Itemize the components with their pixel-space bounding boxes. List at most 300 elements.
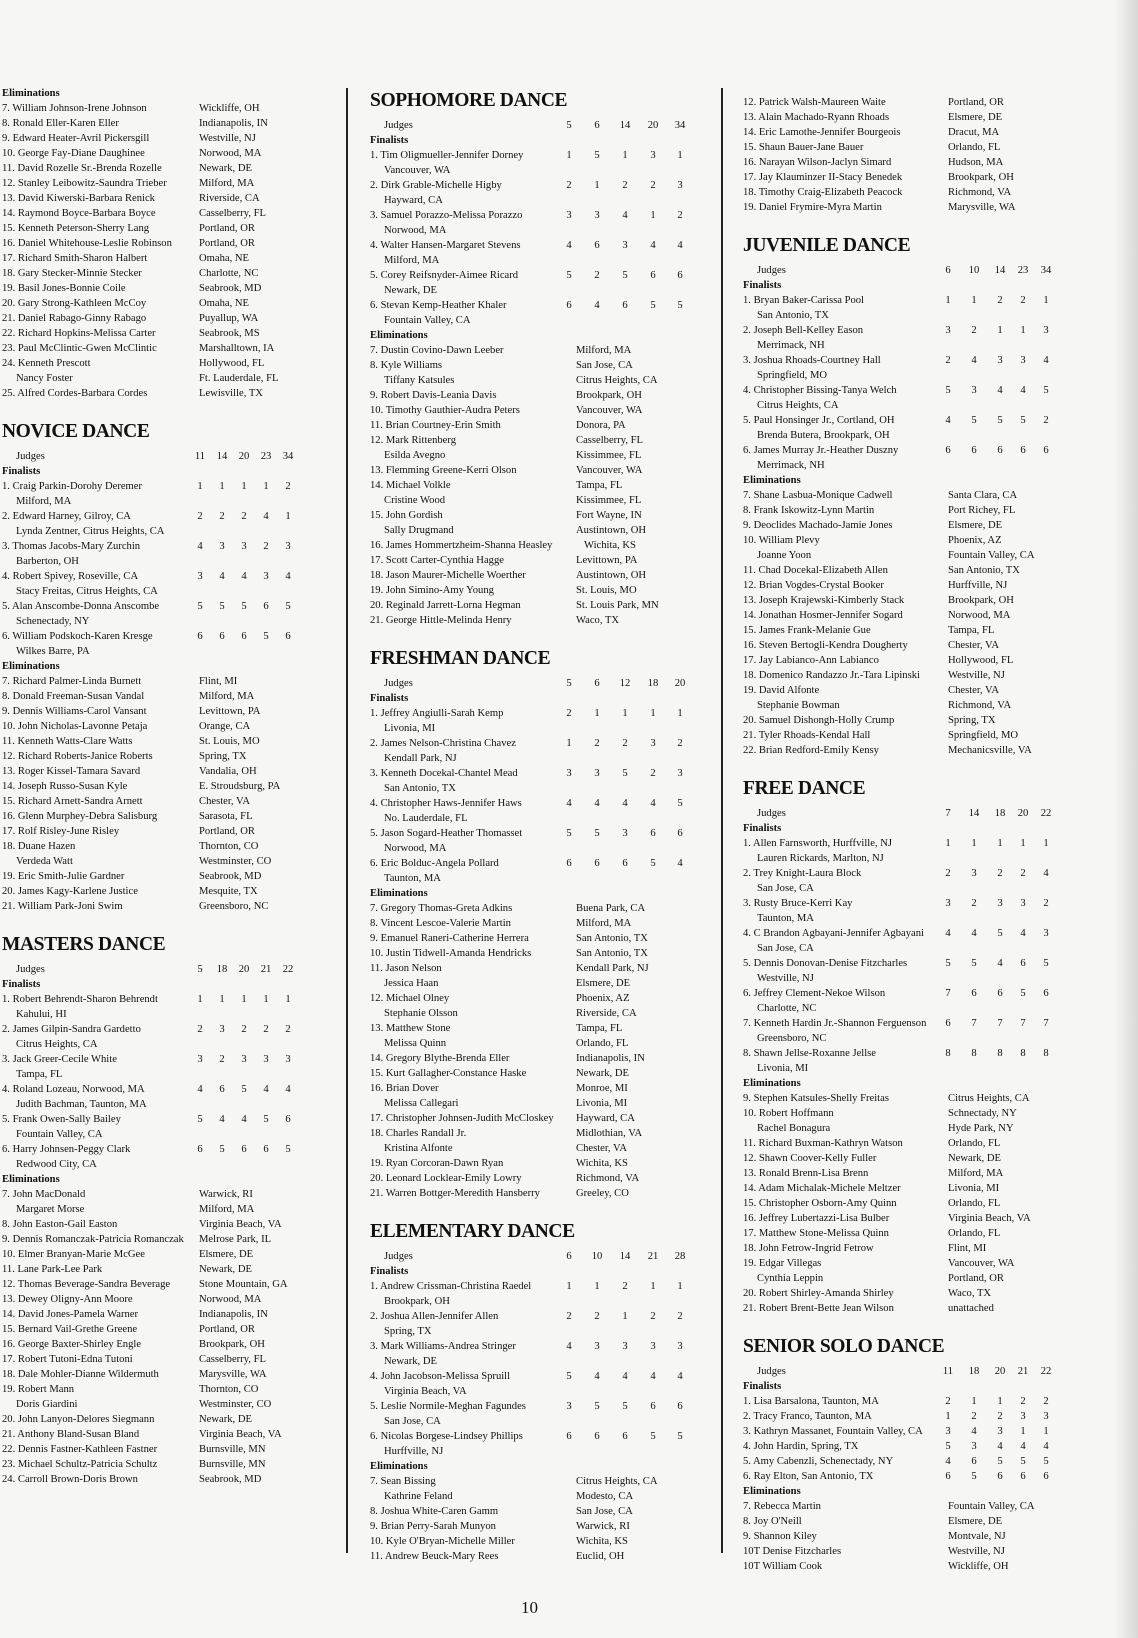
entry-row [370, 1324, 716, 1339]
entry-name: Taunton, MA [757, 913, 814, 924]
score-cell: 2 [677, 210, 683, 221]
entry-row [743, 200, 1107, 215]
entry-location: Portland, OR [199, 1324, 255, 1335]
entry-row [370, 553, 702, 568]
entry-row [370, 313, 716, 328]
entry-name: 9. Deoclides Machado-Jamie Jones [743, 520, 893, 531]
score-cell: 3 [971, 385, 977, 396]
entry-name: Citrus Heights, CA [757, 400, 839, 411]
entry-location: Elsmere, DE [948, 112, 1003, 123]
entry-location: Virginia Beach, VA [199, 1219, 282, 1230]
entry-row [2, 206, 344, 221]
entry-name: 22. Brian Redford-Emily Kensy [743, 745, 879, 756]
score-cell: 6 [1020, 445, 1026, 456]
entry-name: Judges [384, 1251, 413, 1262]
entry-name: 14. Joseph Russo-Susan Kyle [2, 781, 128, 792]
score-cell: 4 [1020, 385, 1026, 396]
entry-row [743, 458, 1121, 473]
entry-row [370, 1354, 716, 1369]
entry-row [743, 1121, 1121, 1136]
score-cell: 4 [594, 300, 600, 311]
entry-row [743, 1031, 1121, 1046]
entry-row [370, 901, 702, 916]
score-cell: 6 [997, 1471, 1003, 1482]
entry-name: Esilda Avegno [384, 450, 446, 461]
entry-location: Thornton, CO [199, 841, 259, 852]
entry-name: Lynda Zentner, Citrus Heights, CA [16, 526, 165, 537]
score-cell: 1 [219, 994, 225, 1005]
entry-name: 3. Thomas Jacobs-Mary Zurchin [2, 541, 141, 552]
entry-row [2, 1322, 344, 1337]
score-cell: 2 [566, 1311, 572, 1322]
entry-location: Phoenix, AZ [948, 535, 1002, 546]
section-label [2, 464, 344, 479]
result-row [743, 956, 1107, 971]
entry-location: Westville, NJ [199, 133, 256, 144]
score-cell: 3 [650, 1341, 656, 1352]
entry-name: 24. Carroll Brown-Doris Brown [2, 1474, 138, 1485]
score-cell: 6 [945, 445, 951, 456]
score-cell: 2 [285, 481, 291, 492]
entry-row [743, 1514, 1107, 1529]
score-cell: 5 [263, 1114, 269, 1125]
entry-row [743, 608, 1107, 623]
result-row [743, 836, 1107, 851]
entry-row [370, 478, 702, 493]
entry-name: 10T William Cook [743, 1561, 823, 1572]
entry-name: Spring, TX [384, 1326, 432, 1337]
entry-row [370, 283, 716, 298]
entry-location: unattached [948, 1303, 994, 1314]
score-cell: 5 [263, 631, 269, 642]
entry-location: Virginia Beach, VA [199, 1429, 282, 1440]
entry-location: Dracut, MA [948, 127, 1000, 138]
score-cell: 4 [566, 798, 572, 809]
entry-name: 6. Eric Bolduc-Angela Pollard [370, 858, 499, 869]
score-cell: 6 [566, 858, 572, 869]
entry-location: Portland, OR [948, 1273, 1004, 1284]
score-cell: 4 [1020, 928, 1026, 939]
score-cell: 5 [650, 1431, 656, 1442]
entry-location: Thornton, CO [199, 1384, 259, 1395]
entry-row [2, 281, 344, 296]
score-cell: 5 [197, 964, 203, 975]
entry-name: Westville, NJ [757, 973, 814, 984]
entry-row [2, 1037, 358, 1052]
entry-name: 18. Gary Stecker-Minnie Stecker [2, 268, 142, 279]
entry-location: Waco, TX [576, 615, 620, 626]
entry-name: 3. Joshua Rhoads-Courtney Hall [743, 355, 881, 366]
score-cell: 6 [594, 858, 600, 869]
result-row [743, 806, 1121, 821]
entry-name: 17. Matthew Stone-Melissa Quinn [743, 1228, 889, 1239]
entry-location: Hayward, CA [576, 1113, 635, 1124]
score-cell: 10 [968, 265, 980, 276]
entry-name: 20. Samuel Dishongh-Holly Crump [743, 715, 895, 726]
score-cell: 20 [1017, 808, 1029, 819]
score-cell: 5 [971, 1471, 977, 1482]
entry-row [2, 161, 344, 176]
entry-row [743, 368, 1121, 383]
entry-location: Richmond, VA [948, 700, 1012, 711]
entry-name: 19. Ryan Corcoran-Dawn Ryan [370, 1158, 504, 1169]
score-cell: 4 [650, 798, 656, 809]
column-middle [364, 0, 704, 1638]
score-cell: 2 [594, 1311, 600, 1322]
entry-name: 18. Domenico Randazzo Jr.-Tara Lipinski [743, 670, 920, 681]
entry-name: 9. Robert Davis-Leania Davis [370, 390, 497, 401]
entry-name: Eliminations [370, 888, 428, 899]
score-cell: 2 [971, 898, 977, 909]
entry-row [2, 884, 344, 899]
score-cell: 6 [285, 1114, 291, 1125]
entry-name: Kathrine Feland [384, 1491, 453, 1502]
entry-name: 4. C Brandon Agbayani-Jennifer Agbayani [743, 928, 924, 939]
score-cell: 3 [650, 738, 656, 749]
entry-name: 5. Corey Reifsnyder-Aimee Ricard [370, 270, 519, 281]
entry-location: Midlothian, VA [576, 1128, 643, 1139]
entry-location: Hollywood, FL [199, 358, 265, 369]
result-row [370, 856, 702, 871]
score-cell: 20 [994, 1366, 1006, 1377]
entry-row [370, 1489, 716, 1504]
score-cell: 3 [1020, 355, 1026, 366]
entry-name: 13. Dewey Oligny-Ann Moore [2, 1294, 133, 1305]
score-cell: 2 [1020, 295, 1026, 306]
entry-location: Mechanicsville, VA [948, 745, 1032, 756]
entry-row [370, 538, 702, 553]
score-cell: 6 [677, 828, 683, 839]
entry-location: Charlotte, NC [199, 268, 259, 279]
entry-name: Eliminations [2, 1174, 60, 1185]
score-cell: 6 [594, 678, 600, 689]
score-cell: 5 [971, 958, 977, 969]
entry-name: 1. Andrew Crissman-Christina Raedel [370, 1281, 532, 1292]
entry-name: 8. Kyle Williams [370, 360, 443, 371]
entry-row [743, 578, 1107, 593]
entry-row [2, 1472, 344, 1487]
score-cell: 1 [566, 1281, 572, 1292]
entry-location: Wickliffe, OH [948, 1561, 1009, 1572]
score-cell: 23 [260, 451, 272, 462]
result-row [743, 413, 1107, 428]
score-cell: 6 [1043, 988, 1049, 999]
entry-name: Brenda Butera, Brookpark, OH [757, 430, 890, 441]
result-row [743, 1439, 1107, 1454]
entry-location: Milford, MA [576, 345, 632, 356]
entry-location: Fort Wayne, IN [576, 510, 642, 521]
entry-name: 5. Leslie Normile-Meghan Fagundes [370, 1401, 526, 1412]
score-cell: 5 [241, 1084, 247, 1095]
entry-name: 4. Christopher Bissing-Tanya Welch [743, 385, 897, 396]
score-cell: 3 [622, 240, 628, 251]
result-row [370, 676, 716, 691]
entry-name: San Jose, CA [757, 883, 814, 894]
entry-row [743, 1181, 1107, 1196]
entry-name: Judith Bachman, Taunton, MA [16, 1099, 147, 1110]
entry-name: Judges [384, 678, 413, 689]
entry-location: Citrus Heights, CA [576, 1476, 658, 1487]
score-cell: 20 [674, 678, 686, 689]
entry-name: 16. Jeffrey Lubertazzi-Lisa Bulber [743, 1213, 890, 1224]
entry-name: Finalists [743, 280, 782, 291]
entry-name: Finalists [2, 979, 41, 990]
entry-row [743, 728, 1107, 743]
score-cell: 6 [197, 631, 203, 642]
score-cell: 6 [1020, 958, 1026, 969]
score-cell: 7 [1043, 1018, 1049, 1029]
entry-row [743, 185, 1107, 200]
entry-name: 13. Joseph Krajewski-Kimberly Stack [743, 595, 905, 606]
entry-row [2, 386, 344, 401]
entry-name: 21. George Hittle-Melinda Henry [370, 615, 512, 626]
score-cell: 1 [263, 481, 269, 492]
entry-name: 20. Reginald Jarrett-Lorna Hegman [370, 600, 521, 611]
score-cell: 1 [285, 994, 291, 1005]
entry-location: Casselberry, FL [576, 435, 643, 446]
entry-row [743, 911, 1121, 926]
score-cell: 11 [942, 1366, 954, 1377]
entry-location: Newark, DE [948, 1153, 1001, 1164]
entry-name: 11. Richard Buxman-Kathryn Watson [743, 1138, 903, 1149]
score-cell: 2 [677, 1311, 683, 1322]
entry-row [370, 1474, 702, 1489]
score-cell: 3 [945, 1426, 951, 1437]
entry-row [743, 713, 1107, 728]
entry-row [743, 1271, 1121, 1286]
entry-row [743, 1196, 1107, 1211]
entry-row [2, 326, 344, 341]
score-cell: 1 [650, 1281, 656, 1292]
entry-row [2, 764, 344, 779]
entry-location: Norwood, MA [948, 610, 1011, 621]
score-cell: 1 [1020, 1426, 1026, 1437]
entry-row [2, 689, 344, 704]
entry-location: Springfield, MO [948, 730, 1019, 741]
entry-row [370, 463, 702, 478]
entry-row [370, 433, 702, 448]
entry-location: Elsmere, DE [948, 1516, 1003, 1527]
entry-row [2, 749, 344, 764]
entry-location: Westville, NJ [948, 1546, 1005, 1557]
entry-row [743, 1106, 1107, 1121]
column-rule-left [346, 88, 348, 1553]
entry-row [2, 356, 344, 371]
entry-location: Orlando, FL [948, 1228, 1001, 1239]
score-cell: 2 [971, 325, 977, 336]
entry-name: 9. Stephen Katsules-Shelly Freitas [743, 1093, 889, 1104]
entry-location: Buena Park, CA [576, 903, 646, 914]
entry-name: 17. Jay Labianco-Ann Labianco [743, 655, 879, 666]
section-label [370, 1264, 702, 1279]
entry-location: Chester, VA [948, 685, 999, 696]
entry-row [743, 1544, 1107, 1559]
entry-name: Vancouver, WA [384, 165, 451, 176]
result-row [743, 866, 1107, 881]
score-cell: 2 [997, 868, 1003, 879]
entry-location: Citrus Heights, CA [576, 375, 658, 386]
score-cell: 1 [997, 1396, 1003, 1407]
entry-row [2, 869, 344, 884]
result-row [743, 383, 1107, 398]
score-cell: 5 [971, 415, 977, 426]
section-title: ELEMENTARY DANCE [370, 1221, 575, 1242]
entry-name: 1. Allen Farnsworth, Hurffville, NJ [743, 838, 892, 849]
entry-name: 15. Christopher Osborn-Amy Quinn [743, 1198, 897, 1209]
entry-name: 14. Eric Lamothe-Jennifer Bourgeois [743, 127, 901, 138]
entry-name: 7. Gregory Thomas-Greta Adkins [370, 903, 513, 914]
score-cell: 20 [647, 120, 659, 131]
score-cell: 8 [945, 1048, 951, 1059]
score-cell: 4 [1043, 355, 1049, 366]
score-cell: 5 [594, 150, 600, 161]
entry-row [2, 854, 358, 869]
entry-name: Charlotte, NC [757, 1003, 817, 1014]
entry-row [743, 338, 1121, 353]
entry-name: 9. Emanuel Raneri-Catherine Herrera [370, 933, 529, 944]
entry-name: Cristine Wood [384, 495, 446, 506]
entry-row [2, 794, 344, 809]
entry-location: Newark, DE [199, 163, 252, 174]
entry-location: Orlando, FL [576, 1038, 629, 1049]
entry-name: Citrus Heights, CA [16, 1039, 98, 1050]
score-cell: 7 [945, 988, 951, 999]
entry-name: 17. Richard Smith-Sharon Halbert [2, 253, 148, 264]
entry-name: Newark, DE [384, 1356, 437, 1367]
score-cell: 5 [622, 1401, 628, 1412]
entry-location: Brookpark, OH [576, 390, 642, 401]
entry-name: Verdeda Watt [16, 856, 73, 867]
score-cell: 6 [1020, 1471, 1026, 1482]
entry-row [370, 613, 702, 628]
entry-row [2, 1307, 344, 1322]
entry-name: Stacy Freitas, Citrus Heights, CA [16, 586, 158, 597]
score-cell: 3 [241, 1054, 247, 1065]
entry-location: Elsmere, DE [199, 1249, 254, 1260]
score-cell: 5 [219, 601, 225, 612]
entry-location: Montvale, NJ [948, 1531, 1006, 1542]
score-cell: 1 [971, 838, 977, 849]
entry-row [2, 1217, 344, 1232]
entry-location: Westminster, CO [199, 1399, 272, 1410]
entry-row [370, 1066, 702, 1081]
entry-row [370, 1051, 702, 1066]
entry-location: Spring, TX [199, 751, 247, 762]
entry-name: Cynthia Leppin [757, 1273, 824, 1284]
result-row [743, 1016, 1107, 1031]
entry-name: 13. Flemming Greene-Kerri Olson [370, 465, 517, 476]
entry-row [743, 1286, 1107, 1301]
entry-name: 12. Stanley Leibowitz-Saundra Trieber [2, 178, 167, 189]
score-cell: 1 [594, 708, 600, 719]
entry-row [2, 1337, 344, 1352]
entry-name: 4. Christopher Haws-Jennifer Haws [370, 798, 522, 809]
score-cell: 3 [622, 828, 628, 839]
section-label [743, 278, 1107, 293]
entry-row [370, 508, 702, 523]
score-cell: 4 [971, 928, 977, 939]
entry-row [2, 554, 358, 569]
entry-name: 7. Kenneth Hardin Jr.-Shannon Ferguenson [743, 1018, 927, 1029]
score-cell: 3 [285, 1054, 291, 1065]
entry-row [370, 1006, 716, 1021]
entry-name: Finalists [2, 466, 41, 477]
entry-name: Tampa, FL [16, 1069, 63, 1080]
entry-name: 12. Thomas Beverage-Sandra Beverage [2, 1279, 171, 1290]
entry-name: 7. Richard Palmer-Linda Burnett [2, 676, 142, 687]
entry-name: Norwood, MA [384, 225, 447, 236]
score-cell: 2 [241, 1024, 247, 1035]
entry-name: Barberton, OH [16, 556, 79, 567]
result-row [2, 992, 344, 1007]
entry-name: Finalists [743, 823, 782, 834]
entry-row [2, 899, 344, 914]
result-row [2, 629, 344, 644]
score-cell: 5 [1020, 988, 1026, 999]
score-cell: 14 [619, 1251, 631, 1262]
entry-location: Port Richey, FL [948, 505, 1016, 516]
score-cell: 3 [566, 768, 572, 779]
section-label [370, 328, 702, 343]
entry-name: 17. Christopher Johnsen-Judith McCloskey [370, 1113, 554, 1124]
entry-row [743, 1499, 1107, 1514]
entry-location: Casselberry, FL [199, 1354, 266, 1365]
entry-name: 16. Glenn Murphey-Debra Salisburg [2, 811, 158, 822]
entry-location: St. Louis, MO [576, 585, 637, 596]
entry-row [2, 1367, 344, 1382]
entry-location: Riverside, CA [199, 193, 260, 204]
result-row [743, 896, 1107, 911]
entry-location: Wichita, KS [576, 1158, 628, 1169]
entry-location: Kissimmee, FL [576, 495, 642, 506]
entry-row [2, 1007, 358, 1022]
score-cell: 6 [945, 1018, 951, 1029]
entry-location: Wichita, KS [584, 540, 636, 551]
score-cell: 7 [971, 1018, 977, 1029]
entry-name: 5. Paul Honsinger Jr., Cortland, OH [743, 415, 895, 426]
entry-name: 11. Andrew Beuck-Mary Rees [370, 1551, 499, 1562]
entry-name: Milford, MA [16, 496, 72, 507]
column-rule-right [721, 88, 723, 1553]
entry-name: Judges [16, 451, 45, 462]
entry-row [370, 253, 716, 268]
score-cell: 1 [241, 481, 247, 492]
score-cell: 4 [622, 798, 628, 809]
entry-location: Casselberry, FL [199, 208, 266, 219]
entry-row [370, 358, 702, 373]
score-cell: 1 [650, 210, 656, 221]
entry-name: 9. Brian Perry-Sarah Munyon [370, 1521, 496, 1532]
score-cell: 6 [650, 270, 656, 281]
entry-name: 21. Robert Brent-Bette Jean Wilson [743, 1303, 894, 1314]
entry-location: Tampa, FL [576, 1023, 623, 1034]
entry-location: Levittown, PA [199, 706, 261, 717]
entry-location: San Antonio, TX [576, 948, 648, 959]
entry-row [370, 493, 716, 508]
result-row [743, 263, 1121, 278]
entry-row [370, 1519, 702, 1534]
entry-location: Seabrook, MD [199, 1474, 262, 1485]
entry-name: 2. Dirk Grable-Michelle Higby [370, 180, 502, 191]
entry-row [370, 1186, 702, 1201]
result-row [370, 796, 702, 811]
entry-name: Eliminations [370, 330, 428, 341]
entry-location: Marysville, WA [199, 1369, 267, 1380]
result-row [743, 443, 1107, 458]
score-cell: 1 [1043, 1426, 1049, 1437]
entry-name: 8. Donald Freeman-Susan Vandal [2, 691, 145, 702]
result-row [2, 1112, 344, 1127]
